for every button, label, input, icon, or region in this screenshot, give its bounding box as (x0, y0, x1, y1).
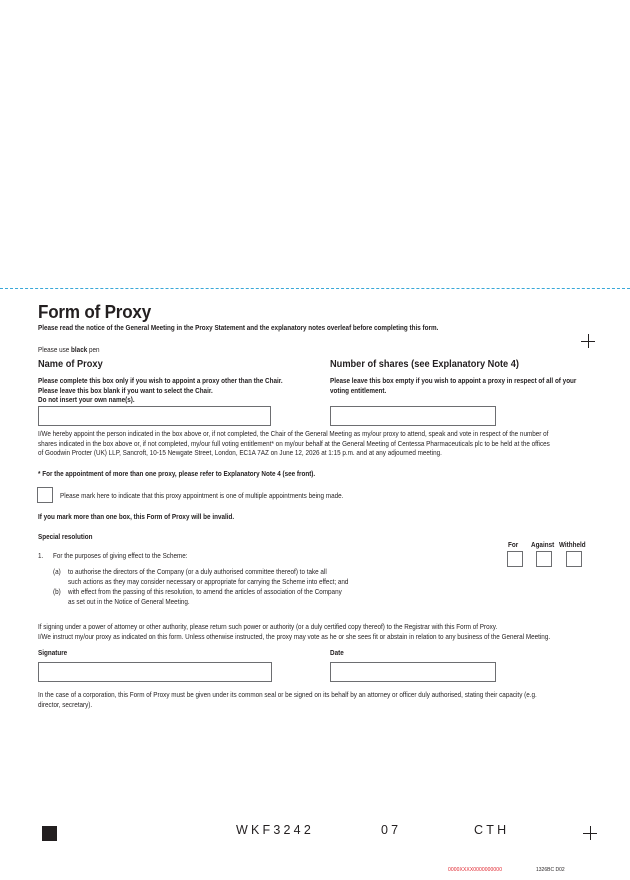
registration-mark-icon (581, 334, 595, 348)
vote-header-against: Against (531, 540, 555, 549)
vote-withheld-checkbox[interactable] (566, 551, 582, 567)
vote-against-checkbox[interactable] (536, 551, 552, 567)
power-of-attorney-text: If signing under a power of attorney or other authority, please return such power or authority (or a duly certified copy thereof) to the Registrar with this Form of Proxy. I/We instruct my/our proxy as indicated on this form. Unless otherwise instructed, the proxy may vote as he or she sees fit or abstain in relation to any business of the General Meeting. (38, 622, 551, 641)
resolution-item-a-label: (a) (53, 567, 61, 576)
intro-text: Please read the notice of the General Meeting in the Proxy Statement and the explanatory notes overleaf before completing this form. (38, 323, 439, 332)
signature-label: Signature (38, 648, 68, 657)
proxy-name-instructions: Please complete this box only if you wish to appoint a proxy other than the Chair. Please leave this box blank if you want to select the Chair. Do not insert your own name(s). (38, 376, 283, 405)
footer-code-1: WKF3242 (236, 823, 314, 837)
resolution-item-b: with effect from the passing of this resolution, to amend the articles of association of the Company as set out in the Notice of General Meeting. (68, 587, 342, 606)
signature-field[interactable] (38, 662, 272, 682)
footer-code-2: 07 (381, 823, 402, 837)
proxy-name-field[interactable] (38, 406, 271, 426)
vote-header-withheld: Withheld (559, 540, 586, 549)
resolution-number: 1. (38, 551, 44, 560)
shares-heading: Number of shares (see Explanatory Note 4) (330, 358, 519, 370)
corporation-note: In the case of a corporation, this Form of Proxy must be given under its common seal or be signed on its behalf by an attorney or officer duly authorised, stating their capacity (e.g. director, secretary). (38, 690, 537, 709)
pen-note: Please use black pen (38, 345, 100, 354)
cut-line (0, 288, 630, 289)
resolution-item-a: to authorise the directors of the Company (or a duly authorised committee thereof) to take all such actions as they may consider necessary or appropriate for carrying the Scheme into effect; and (68, 567, 349, 586)
vote-header-for: For (508, 540, 519, 549)
special-resolution-heading: Special resolution (38, 532, 93, 541)
proxy-name-heading: Name of Proxy (38, 358, 103, 370)
registration-mark-bottom-icon (583, 826, 597, 840)
date-label: Date (330, 648, 344, 657)
form-title: Form of Proxy (38, 301, 151, 322)
resolution-text: For the purposes of giving effect to the Scheme: (53, 551, 188, 560)
shares-instructions: Please leave this box empty if you wish to appoint a proxy in respect of all of your voting entitlement. (330, 376, 577, 395)
vote-for-checkbox[interactable] (507, 551, 523, 567)
footer-code-3: CTH (474, 823, 510, 837)
shares-field[interactable] (330, 406, 496, 426)
registration-square-icon (42, 826, 57, 841)
multiple-appointments-checkbox[interactable] (37, 487, 53, 503)
multiple-proxy-note: * For the appointment of more than one proxy, please refer to Explanatory Note 4 (see front). (38, 469, 316, 478)
invalid-note: If you mark more than one box, this Form of Proxy will be invalid. (38, 512, 235, 521)
resolution-item-b-label: (b) (53, 587, 61, 596)
appointment-text: I/We hereby appoint the person indicated in the box above or, if not completed, the Chair of the General Meeting as my/our proxy to attend, speak and vote in respect of the number of shares indicated in the box above or, if not completed, my/our full voting entitlement* on my/our behalf at the General Meeting of Centessa Pharmaceuticals plc to be held at the offices of Goodwin Procter (UK) LLP, Sancroft, 10-15 Newgate Street, London, EC1A 7AZ on June 12, 2026 at 1:15 p.m. and at any adjourned meeting. (38, 429, 550, 458)
footer-ref: 1326BC D02 (536, 867, 565, 873)
date-field[interactable] (330, 662, 496, 682)
multiple-appointments-label: Please mark here to indicate that this proxy appointment is one of multiple appointments being made. (60, 491, 344, 500)
footer-red-code: 0000XXXX0000000000 (448, 867, 503, 873)
